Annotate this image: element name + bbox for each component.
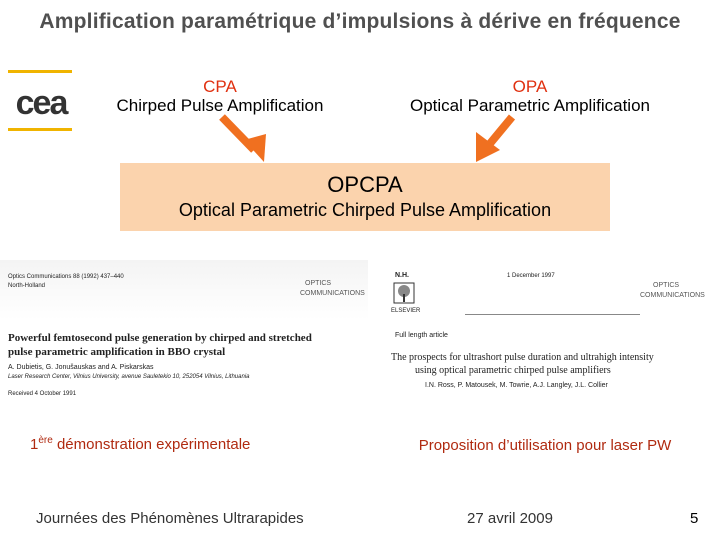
footer-date: 27 avril 2009 [467,510,553,527]
opa-abbreviation: OPA [512,77,548,96]
paper2-title-line2: using optical parametric chirped pulse amplifiers [415,365,611,376]
paper1-publisher: North-Holland [8,283,46,289]
logo-text: cea [15,84,67,122]
paper1-received: Received 4 October 1991 [8,391,77,397]
paper1-journal-ref: Optics Communications 88 (1992) 437–440 [8,274,124,280]
paper1-journal-name-2: COMMUNICATIONS [300,290,365,297]
paper2-journal-name-2: COMMUNICATIONS [640,292,705,299]
paper1-journal-name-1: OPTICS [305,280,332,287]
page-number: 5 [690,510,699,527]
caption-first-demonstration [30,435,350,453]
paper1-authors: A. Dubietis, G. Jonušauskas and A. Piskarskas [8,364,154,371]
paper1-affiliation: Laser Research Center, Vilnius University, avenue Sauletekio 10, 252054 Vilnius, Lithuania [8,374,250,380]
footer-event-name: Journées des Phénomènes Ultrarapides [36,510,304,527]
caption-left-text: démonstration expérimentale [52,436,251,453]
cpa-full-name: Chirped Pulse Amplification [116,96,324,115]
paper2-authors: I.N. Ross, P. Matousek, M. Towrie, A.J. Langley, J.L. Collier [425,382,608,389]
opcpa-abbreviation: OPCPA [327,172,403,197]
paper1-title-line2: pulse parametric amplification in BBO crystal [8,346,226,358]
paper2-publisher: ELSEVIER [391,308,421,314]
opcpa-full-name: Optical Parametric Chirped Pulse Amplification [178,200,552,220]
cpa-abbreviation: CPA [203,77,237,96]
paper2-title-line1: The prospects for ultrashort pulse duration and ultrahigh intensity [391,352,654,363]
caption-left-number: 1 [30,436,39,453]
paper2-journal-name-1: OPTICS [653,282,680,289]
paper-dubietis-1992 [0,260,368,410]
cpa-arrow-icon [222,117,266,162]
caption-pw-laser-proposal: Proposition d’utilisation pour laser PW [418,437,672,454]
paper2-publisher-logo: N.H. [395,272,409,279]
caption-left-superscript: ère [38,435,53,446]
paper1-title-line1: Powerful femtosecond pulse generation by chirped and stretched [8,332,312,344]
elsevier-tree-icon [393,282,415,304]
opa-full-name: Optical Parametric Amplification [410,96,650,115]
paper-ross-1997 [385,262,717,412]
paper2-date: 1 December 1997 [507,273,555,279]
paper2-ref-line [465,314,640,315]
slide-title: Amplification paramétrique d’impulsions à dérive en fréquence [39,10,681,33]
opa-arrow-icon [476,117,512,162]
paper2-article-type: Full length article [395,332,448,339]
